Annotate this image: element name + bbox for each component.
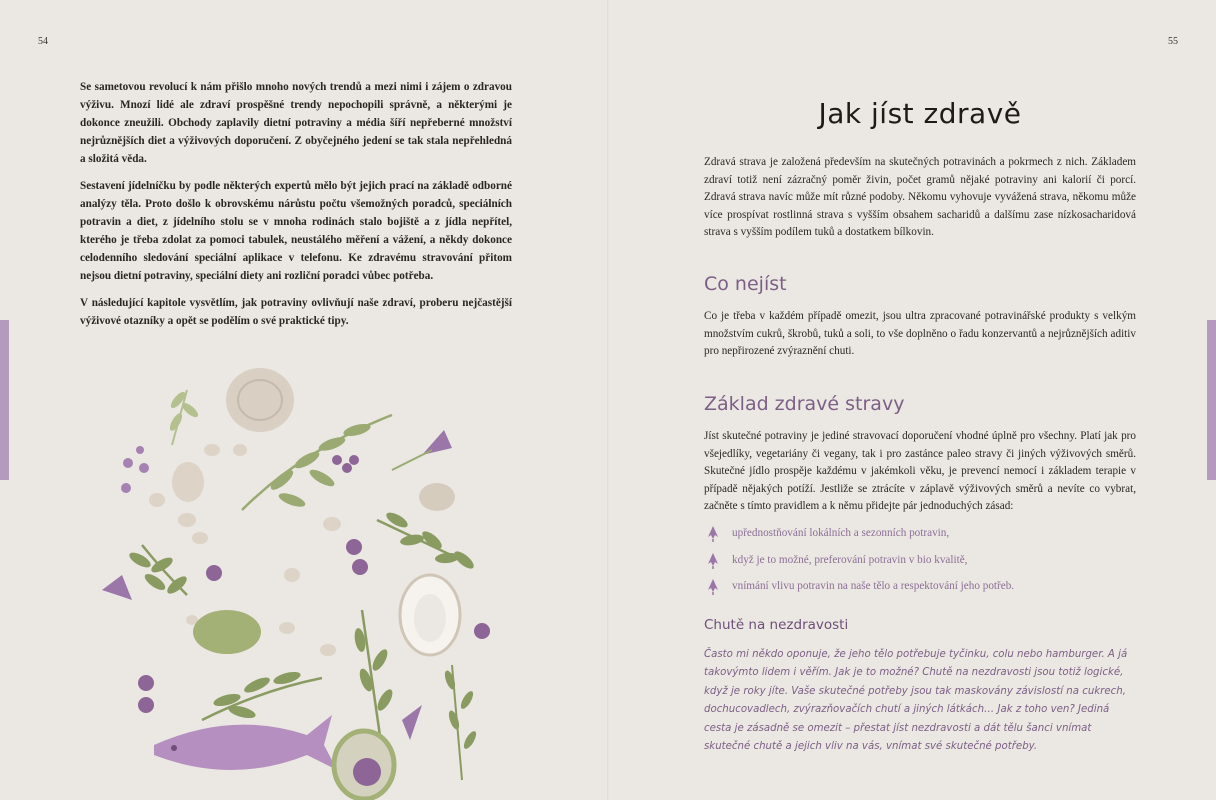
bellflower-shape xyxy=(422,430,452,455)
bellflower-icon xyxy=(704,577,722,595)
walnut-shape xyxy=(226,368,294,432)
chapter-title: Jak jíst zdravě xyxy=(818,96,1022,130)
list-item xyxy=(704,573,1136,600)
intro-paragraph: Zdravá strava je založená především na skutečných potravinách a pokrmech z nich. Základem zdraví totiž není zázračný poměr živin, počet gramů nějaké potraviny ani kalorií či porcí. Zdravá strava navíc může mít různé podoby. Někomu vyhovuje vyvážená strava, někomu může více prospívat rostlinná strava s vyšším obsahem sacharidů a dalšímu zase nízkosacharidová strava s vyšším podílem tuků a dostatkem bílkovin. xyxy=(704,156,1136,238)
list-item xyxy=(704,520,1136,547)
section-heading-co-nejist: Co nejíst xyxy=(704,273,787,295)
left-paragraph: Sestavení jídelníčku by podle některých expertů mělo být jejich prací na základě odborné analýzy těla. Proto došlo k obrovskému nárůstu počtu všemožných poradců, speciálních potravin a diet, z jídelního stolu se v mnoha rodinách stalo bojiště a z jídla nepřítel, kterého je třeba zdolat za pomoci tabulek, neustálého měření a vážení, a někdy dokonce celodenního sledování speciální aplikace v telefonu. Ke zdravému stravování přitom nejsou dietní potraviny, speciální diety ani rozliční poradci vůbec potřeba. xyxy=(80,180,512,282)
list-item-text: když je to možné, preferování potravin v bio kvalitě, xyxy=(732,553,968,566)
chapter-tab-left xyxy=(0,320,9,480)
section-heading-chute: Chutě na nezdravosti xyxy=(704,617,849,633)
almond-shape xyxy=(419,483,455,511)
fish-shape xyxy=(154,715,337,770)
page-number-right: 55 xyxy=(1168,36,1178,47)
section-text-zaklad: Jíst skutečné potraviny je jediné stravovací doporučení vhodné úplně pro všechny. Platí jak pro všejedlíky, vegetariány či vegany, tak i pro zastánce paleo stravy či jiných výživových směrů. Skutečné jídlo prospěje každému v jakémkoli věku, je prevencí nemocí i základem terapie v případě nějakých potíží. Jestliže se ztrácíte v záplavě výživových směrů a nevíte co vybrat, začněte s tímto pravidlem a k němu přidejte pár jednoduchých zásad: xyxy=(704,430,1136,512)
left-paragraph: V následující kapitole vysvětlím, jak potraviny ovlivňují naše zdraví, proberu nejčastější výživové otazníky a opět se podělím o své praktické tipy. xyxy=(80,297,512,327)
page-number-left: 54 xyxy=(38,36,48,47)
book-spine xyxy=(607,0,609,800)
section-text-chute: Často mi někdo oponuje, že jeho tělo potřebuje tyčinku, colu nebo hamburger. A já takovýmto lidem i věřím. Jak je to možné? Chutě na nezdravosti jsou totiž logické, když je roky jíte. Vaše skutečné potřeby jsou tak maskovány závislostí na cukrech, dochucovadlech, zvýrazňovačích chutí a jiných látkách… Jak z toho ven? Jediná cesta je zásadně se omezit – přestat jíst nezdravosti a dát tělu šanci vnímat skutečné chutě a jejich vliv na vás, vnímat své skutečné potřeby. xyxy=(704,649,1128,753)
section-heading-zaklad: Základ zdravé stravy xyxy=(704,393,905,415)
section-text-co-nejist: Co je třeba v každém případě omezit, jsou ultra zpracované potravinářské produkty s velkým množstvím cukrů, škrobů, tuků a soli, to vše doplněno o řadu konzervantů a nejrůznějších aditiv pro nepřirozené zvýraznění chuti. xyxy=(704,310,1136,357)
food-illustration xyxy=(92,360,512,800)
bellflower-icon xyxy=(704,551,722,569)
list-item-text: vnímání vlivu potravin na naše tělo a respektování jeho potřeb. xyxy=(732,580,1015,593)
left-body-text xyxy=(80,78,512,339)
avocado-pit-shape xyxy=(193,610,261,654)
list-item-text: upřednostňování lokálních a sezonních potravin, xyxy=(732,527,950,540)
chapter-tab-right xyxy=(1207,320,1216,480)
nut-shape xyxy=(172,462,204,502)
principles-list xyxy=(704,520,1136,600)
list-item xyxy=(704,547,1136,574)
left-paragraph: Se sametovou revolucí k nám přišlo mnoho nových trendů a mezi nimi i zájem o zdravou výživu. Mnozí lidé ale zdraví prospěšné trendy nepochopili správně, a některými je dokonce zneužili. Obchody zaplavily dietní potraviny a média šíří nepřeberné množství nejrůznějších diet a výživových doporučení. Z obyčejného jedení se tak stala nepřehledná a složitá věda. xyxy=(80,81,512,165)
bellflower-icon xyxy=(704,524,722,542)
